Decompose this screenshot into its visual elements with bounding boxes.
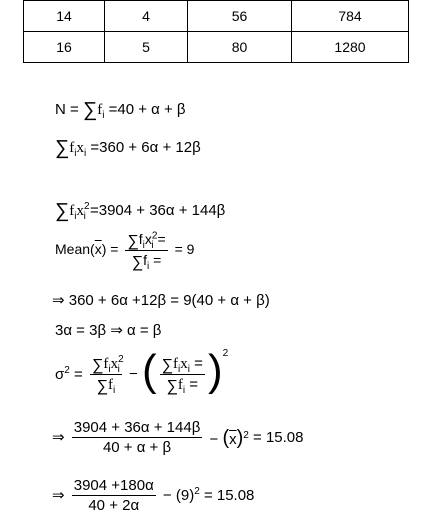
frequency-table: [23, 0, 409, 63]
table-cell: 16: [24, 32, 105, 63]
sigma-icon: ∑: [96, 377, 108, 395]
table-row: [24, 32, 409, 63]
mean-label: $Mean(\overline{x})$ =: [55, 241, 119, 258]
sum-fx2-equation: $\sum f_ix^2_i =3904 + 36\alpha + 144\beta$: [55, 200, 226, 222]
table-cell: 5: [105, 32, 188, 63]
substitution-result-2: = 15.08: [203, 487, 255, 504]
mean-fraction: $\frac{\sum f_ix^2_i =}{\sum f_i =}$: [127, 230, 166, 272]
sigma-icon: ∑: [91, 356, 104, 374]
table-cell: 56: [188, 1, 292, 32]
table-cell: 1280: [292, 32, 409, 63]
mean-equation: [55, 230, 195, 272]
mean-num-eq: =: [157, 231, 166, 247]
implication-line-1: ⇒ 360 + 6α +12β = 9(40 + α + β): [52, 292, 270, 309]
fraction-numerator: 3904 + 36α + 144β: [73, 419, 201, 436]
substitution-fraction-2: [72, 478, 156, 513]
table-cell: 80: [188, 32, 292, 63]
sum-fx-equation: $\sum f_ix_i =360 + 6\alpha + 12\beta$: [55, 137, 201, 159]
substitution-result-1: = 15.08: [253, 429, 304, 446]
table-row: [24, 1, 409, 32]
variance-fraction-1: $\frac{\sum f_ix^2_i}{\sum f_i}$: [91, 353, 124, 396]
mean-den-eq: =: [153, 252, 162, 268]
n-lhs: N =: [55, 101, 79, 118]
right-paren: ): [207, 346, 223, 395]
sigma-icon: ∑: [55, 137, 70, 159]
sigma-squared-label: $\sigma^2$ =: [55, 364, 83, 383]
sigma-icon: ∑: [161, 356, 174, 374]
fraction-numerator: 3904 +180α: [73, 477, 154, 494]
table-cell: 784: [292, 1, 409, 32]
substitution-line-1: ⇒ $\frac{3904 + 36\alpha + 144\beta}{40 + \alpha + \beta}$ − $(\overline{x})^2 = 15.08$: [52, 419, 304, 456]
mean-value: (9): [175, 487, 195, 504]
sigma-icon: ∑: [166, 377, 178, 395]
table-cell: 14: [24, 1, 105, 32]
variance-equation: $\sigma^2$ = $\frac{\sum f_ix^2_i}{\sum f_i}$ − ( $\frac{\sum f_ix_i =}{\sum f_i =}$ )$^2$: [55, 346, 229, 396]
mean-rhs: = 9: [174, 241, 195, 258]
sigma-icon: ∑: [55, 200, 70, 222]
n-equation: $N = \sum f_i =40 + \alpha + \beta$: [55, 99, 186, 121]
substitution-line-2: ⇒ $\frac{3904 +180\alpha}{40 + 2\alpha}$ − $(9)^2 = 15.08$: [52, 477, 255, 514]
variance-fraction-2: $\frac{\sum f_ix_i =}{\sum f_i =}$: [161, 354, 203, 396]
left-paren: (: [141, 346, 157, 395]
sigma-icon: ∑: [127, 233, 139, 250]
sigma-icon: ∑: [82, 99, 98, 121]
substitution-fraction-1: [72, 420, 203, 455]
table-cell: 4: [105, 1, 188, 32]
n-rhs: =40 + α + β: [108, 101, 186, 118]
sum-fx-rhs: =360 + 6α + 12β: [90, 139, 201, 156]
fraction-denominator: 40 + α + β: [102, 439, 172, 456]
sum-fx2-rhs: =3904 + 36α + 144β: [89, 202, 226, 219]
implication-line-2: 3α = 3β ⇒ α = β: [55, 322, 162, 339]
fraction-denominator: 40 + 2α: [88, 497, 140, 514]
sigma-icon: ∑: [131, 254, 144, 271]
